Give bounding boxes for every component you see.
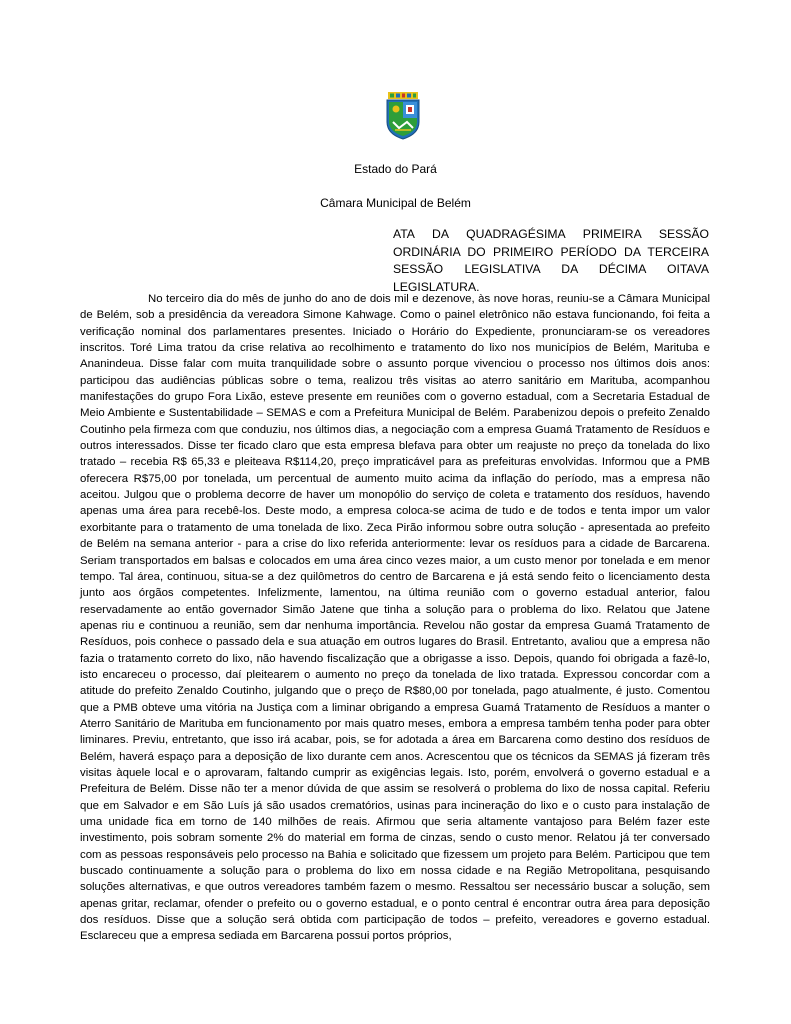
state-heading: Estado do Pará: [354, 162, 437, 176]
minutes-title: ATA DA QUADRAGÉSIMA PRIMEIRA SESSÃO ORDINÁRIA DO PRIMEIRO PERÍODO DA TERCEIRA SESSÃO LEGISLATIVA DA DÉCIMA OITAVA LEGISLATURA.: [393, 227, 709, 294]
minutes-body-paragraph: No terceiro dia do mês de junho do ano de dois mil e dezenove, às nove horas, reuniu-se a Câmara Municipal de Belém, sob a presidência da vereadora Simone Kahwage. Como o painel eletrônico não estava funcionando, foi feita a verificação nominal dos parlamentares presentes. Iniciado o Horário do Expediente, pronunciaram-se os vereadores inscritos. Toré Lima tratou da crise relativa ao recolhimento e tratamento do lixo nos municípios de Belém, Marituba e Ananindeua. Disse falar com muita tranquilidade sobre o assunto porque vivenciou o processo nos últimos dois anos: participou das audiências públicas sobre o tema, realizou três visitas ao aterro sanitário em Marituba, acompanhou manifestações do grupo Fora Lixão, esteve presente em reuniões com o governo estadual, com a Secretaria Estadual de Meio Ambiente e Sustentabilidade – SEMAS e com a Prefeitura Municipal de Belém. Parabenizou depois o prefeito Zenaldo Coutinho pela firmeza com que conduziu, nos últimos dias, a negociação com a empresa Guamá Tratamento de Resíduos e outros interessados. Disse ter ficado claro que esta empresa blefava para obter um reajuste no preço da tonelada do lixo tratado – recebia R$ 65,33 e pleiteava R$114,20, preço impraticável para as prefeituras envolvidas. Informou que a PMB oferecera R$75,00 por tonelada, um percentual de aumento muito acima da inflação do período, mas a empresa não aceitou. Julgou que o problema decorre de haver um monopólio do serviço de coleta e tratamento dos resíduos, havendo apenas uma área para recebê-los. Deste modo, a empresa coloca-se acima de tudo e de todos e tenta impor um valor exorbitante para o tratamento de uma tonelada de lixo. Zeca Pirão informou sobre outra solução - apresentada ao prefeito de Belém na semana anterior - para a crise do lixo referida anteriormente: levar os resíduos para a cidade de Barcarena. Seriam transportados em balsas e colocados em uma área cinco vezes maior, a um custo menor por tonelada e em menor tempo. Tal área, continuou, situa-se a dez quilômetros do centro de Barcarena e já está sendo feito o licenciamento desta junto aos órgãos competentes. Infelizmente, lamentou, na última reunião com o governo estadual anterior, falou reservadamente ao então governador Simão Jatene que tinha a solução para o problema do lixo. Relatou que Jatene apenas riu e continuou a reunião, sem dar nenhuma importância. Revelou não gostar da empresa Guamá Tratamento de Resíduos, pois conhece o passado dela e sua atuação em outros lugares do Brasil. Entretanto, avaliou que a empresa não fazia o tratamento correto do lixo, não havendo fiscalização que a obrigasse a isso. Depois, quando foi obrigada a fazê-lo, isto encareceu o processo, daí pleitearem o aumento no preço da tonelada de lixo tratada. Expressou concordar com a atitude do prefeito Zenaldo Coutinho, julgando que o preço de R$80,00 por tonelada, pago atualmente, é justo. Comentou que a PMB obteve uma vitória na Justiça com a liminar obrigando a empresa Guamá Tratamento de Resíduos a manter o Aterro Sanitário de Marituba em funcionamento por mais quatro meses, embora a empresa também tenha poder para obter liminares. Previu, entretanto, que isso irá acabar, pois, se for adotada a área em Barcarena como destino dos resíduos de Belém, haverá espaço para a deposição de lixo durante cem anos. Acrescentou que os técnicos da SEMAS já fizeram três visitas àquele local e o aprovaram, faltando cumprir as exigências legais. Isto, porém, envolverá o governo estadual e a Prefeitura de Belém. Disse não ter a menor dúvida de que assim se resolverá o problema do lixo de nossa capital. Referiu que em Salvador e em São Luís já são usados crematórios, usinas para incineração do lixo e o custo para instalação de uma unidade fica em torno de 140 milhões de reais. Afirmou que seria altamente vantajoso para Belém fazer este investimento, pois sobram somente 2% do material em forma de cinzas, sendo o custo menor. Relatou já ter conversado com as pessoas responsáveis pelo processo na Bahia e solicitado que fizessem um projeto para Belém. Participou que tem buscado continuamente a solução para o problema do lixo em nossa cidade e na Região Metropolitana, pesquisando soluções alternativas, e que outros vereadores também fazem o mesmo. Ressaltou ser necessário buscar a solução, sem apenas gritar, reclamar, ofender o prefeito ou o governo estadual, e o ponto central é encontrar outra área para deposição dos resíduos. Disse que a solução será obtida com participação de todos – prefeito, vereadores e governo estadual. Esclareceu que a empresa sediada em Barcarena possui portos próprios,: [80, 293, 710, 943]
chamber-heading: Câmara Municipal de Belém: [320, 196, 471, 210]
municipal-crest-icon: [385, 92, 421, 140]
